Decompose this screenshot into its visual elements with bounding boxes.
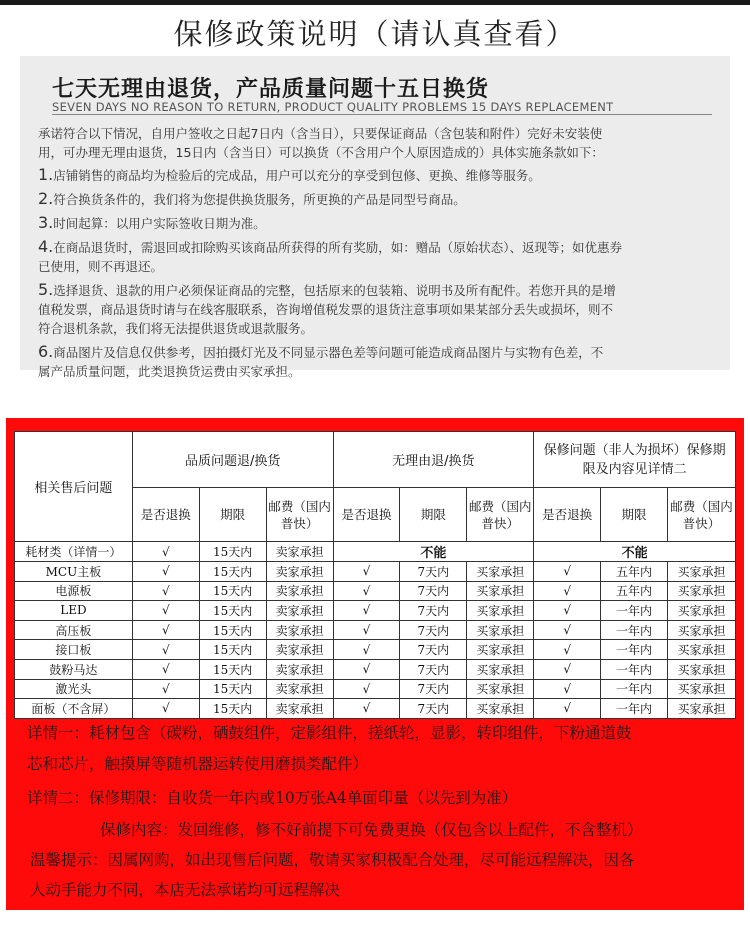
table-cell: 买家承担 <box>467 581 534 601</box>
table-cell: 一年内 <box>601 640 668 660</box>
policy-item-text: 商品图片及信息仅供参考，因拍摄灯光及不同显示器色差等问题可能造成商品图片与实物有色差，不 <box>53 345 604 360</box>
policy-item <box>38 237 716 276</box>
policy-item-text: 值税发票，商品退货时请与在线客服联系，咨询增值税发票的退货注意事项如果某部分丢失或损坏，则不 <box>38 302 614 317</box>
subheader-cell: 是否退换 <box>132 488 199 542</box>
intro-line: 承诺符合以下情况，自用户签收之日起7日内（含当日），只要保证商品（含包装和附件）完好未安装使 <box>38 126 603 141</box>
check-cell: √ <box>333 562 400 582</box>
table-body <box>15 542 736 719</box>
table-cell: 15天内 <box>199 562 266 582</box>
row-label: MCU主板 <box>15 562 133 582</box>
policy-body <box>38 124 716 385</box>
check-cell: √ <box>534 581 601 601</box>
group-header-quality: 品质问题退/换货 <box>132 432 333 488</box>
policy-items <box>38 165 716 381</box>
check-cell: √ <box>132 679 199 699</box>
row-label: 高压板 <box>15 620 133 640</box>
policy-item-number: 5. <box>38 280 54 299</box>
subheader-cell: 是否退换 <box>333 488 400 542</box>
check-cell: √ <box>534 620 601 640</box>
table-cell: 15天内 <box>199 640 266 660</box>
table-row <box>15 601 736 621</box>
row-label: 电源板 <box>15 581 133 601</box>
check-cell: √ <box>333 640 400 660</box>
table-row <box>15 679 736 699</box>
policy-item-text: 时间起算：以用户实际签收日期为准。 <box>53 216 266 231</box>
table-cell: 7天内 <box>400 659 467 679</box>
check-cell: √ <box>534 562 601 582</box>
tip-line: 人动手能力不同，本店无法承诺均可远程解决 <box>30 881 341 899</box>
row-label: LED <box>15 601 133 621</box>
table-cell: 15天内 <box>199 620 266 640</box>
subheader-cell: 邮费（国内普快） <box>266 488 333 542</box>
check-cell: √ <box>132 699 199 719</box>
table-cell: 7天内 <box>400 620 467 640</box>
page-title: 保修政策说明（请认真查看） <box>173 17 577 51</box>
table-cell: 卖家承担 <box>266 601 333 621</box>
policy-item <box>38 189 716 209</box>
table-cell: 买家承担 <box>467 620 534 640</box>
check-cell: √ <box>534 699 601 719</box>
detail1-line: 芯和芯片，触摸屏等随机器运转使用磨损类配件） <box>27 755 369 773</box>
table-cell: 7天内 <box>400 640 467 660</box>
row-label: 耗材类（详情一） <box>15 542 133 562</box>
policy-item-text: 已使用，则不再退还。 <box>38 259 164 274</box>
table-cell: 五年内 <box>601 562 668 582</box>
check-cell: √ <box>333 620 400 640</box>
row-label: 面板（不含屏） <box>15 699 133 719</box>
policy-item-text: 在商品退货时，需退回或扣除购买该商品所获得的所有奖励，如：赠品（原始状态）、返现等；如优惠券 <box>53 240 623 255</box>
table-cell: 一年内 <box>601 659 668 679</box>
policy-intro <box>38 124 716 162</box>
check-cell: √ <box>132 620 199 640</box>
table-cell: 卖家承担 <box>266 640 333 660</box>
check-cell: √ <box>534 640 601 660</box>
table-cell: 15天内 <box>199 581 266 601</box>
subheader-cell: 期限 <box>601 488 668 542</box>
check-cell: √ <box>132 640 199 660</box>
row-label: 鼓粉马达 <box>15 659 133 679</box>
policy-item <box>38 342 716 381</box>
table-cell: 15天内 <box>199 601 266 621</box>
tip-line: 温馨提示：因属网购，如出现售后问题，敬请买家积极配合处理，尽可能远程解决，因各 <box>30 851 635 869</box>
table-cell: 买家承担 <box>668 562 736 582</box>
detail1-line: 详情一：耗材包含（碳粉，硒鼓组件，定影组件，搓纸轮，显影，转印组件，下粉通道鼓 <box>27 724 632 742</box>
table-cell: 15天内 <box>199 659 266 679</box>
table-cell: 7天内 <box>400 581 467 601</box>
table-cell: 7天内 <box>400 679 467 699</box>
check-cell: √ <box>333 699 400 719</box>
table-cell: 买家承担 <box>668 601 736 621</box>
policy-item-number: 3. <box>38 213 54 232</box>
check-cell: √ <box>132 581 199 601</box>
table-cell: 卖家承担 <box>266 581 333 601</box>
merged-cell: 不能 <box>534 542 736 562</box>
policy-heading: 七天无理由退货，产品质量问题十五日换货 <box>52 77 490 102</box>
table-cell: 五年内 <box>601 581 668 601</box>
policy-item-text: 属产品质量问题，此类退换货运费由买家承担。 <box>38 364 301 379</box>
table-cell: 买家承担 <box>467 601 534 621</box>
table-cell: 卖家承担 <box>266 620 333 640</box>
detail2-line: 保修内容：发回维修，修不好前提下可免费更换（仅包含以上配件，不含整机） <box>100 821 643 839</box>
policy-item-number: 4. <box>38 237 54 256</box>
policy-item-number: 6. <box>38 342 54 361</box>
policy-item <box>38 165 716 185</box>
table-row <box>15 620 736 640</box>
table-cell: 一年内 <box>601 679 668 699</box>
table-row <box>15 542 736 562</box>
group-header-warranty: 保修问题（非人为损坏）保修期限及内容见详情二 <box>534 432 736 488</box>
table-cell: 卖家承担 <box>266 659 333 679</box>
check-cell: √ <box>132 562 199 582</box>
table-row <box>15 581 736 601</box>
check-cell: √ <box>333 679 400 699</box>
row-label: 激光头 <box>15 679 133 699</box>
subheader-cell: 邮费（国内普快） <box>668 488 736 542</box>
table-cell: 15天内 <box>199 679 266 699</box>
policy-item-number: 1. <box>38 165 54 184</box>
table-cell: 买家承担 <box>668 640 736 660</box>
table-cell: 15天内 <box>199 542 266 562</box>
table-cell: 7天内 <box>400 601 467 621</box>
table-cell: 一年内 <box>601 620 668 640</box>
after-sales-table <box>14 431 736 719</box>
check-cell: √ <box>534 659 601 679</box>
detail2-line: 详情二：保修期限：自收货一年内或10万张A4单面印量（以先到为准） <box>27 789 518 807</box>
divider <box>52 114 712 115</box>
policy-item-text: 符合退机条款，我们将无法提供退货或退款服务。 <box>38 321 314 336</box>
corner-header: 相关售后问题 <box>15 432 133 542</box>
group-header-no-reason: 无理由退/换货 <box>333 432 534 488</box>
top-border <box>0 0 750 5</box>
subheader-cell: 邮费（国内普快） <box>467 488 534 542</box>
check-cell: √ <box>132 542 199 562</box>
check-cell: √ <box>534 679 601 699</box>
check-cell: √ <box>132 659 199 679</box>
table-row <box>15 562 736 582</box>
table-cell: 卖家承担 <box>266 679 333 699</box>
policy-subheading: SEVEN DAYS NO REASON TO RETURN, PRODUCT QUALITY PROBLEMS 15 DAYS REPLACEMENT <box>52 100 614 114</box>
check-cell: √ <box>333 659 400 679</box>
merged-cell: 不能 <box>333 542 534 562</box>
subheader-cell: 期限 <box>199 488 266 542</box>
table-cell: 买家承担 <box>668 679 736 699</box>
policy-item <box>38 213 716 233</box>
table-cell: 买家承担 <box>668 620 736 640</box>
policy-item-text: 店铺销售的商品均为检验后的完成品，用户可以充分的享受到包修、更换、维修等服务。 <box>53 168 541 183</box>
table-row <box>15 699 736 719</box>
table-cell: 买家承担 <box>467 562 534 582</box>
subheader-cell: 期限 <box>400 488 467 542</box>
policy-item-text: 符合换货条件的，我们将为您提供换货服务，所更换的产品是同型号商品。 <box>53 192 466 207</box>
table-cell: 买家承担 <box>668 699 736 719</box>
policy-item <box>38 280 716 338</box>
policy-panel <box>20 56 730 379</box>
table-cell: 7天内 <box>400 699 467 719</box>
table-cell: 买家承担 <box>668 659 736 679</box>
table-cell: 卖家承担 <box>266 542 333 562</box>
policy-item-number: 2. <box>38 189 54 208</box>
intro-line: 用，可办理无理由退货，15日内（含当日）可以换货（不含用户个人原因造成的）具体实施条款如下： <box>38 145 604 160</box>
table-cell: 买家承担 <box>467 699 534 719</box>
table-row <box>15 659 736 679</box>
subheader-cell: 是否退换 <box>534 488 601 542</box>
table-cell: 7天内 <box>400 562 467 582</box>
table-cell: 卖家承担 <box>266 699 333 719</box>
table-cell: 一年内 <box>601 699 668 719</box>
check-cell: √ <box>333 581 400 601</box>
check-cell: √ <box>132 601 199 621</box>
row-label: 接口板 <box>15 640 133 660</box>
table-cell: 卖家承担 <box>266 562 333 582</box>
table-cell: 买家承担 <box>467 659 534 679</box>
policy-item-text: 选择退货、退款的用户必须保证商品的完整，包括原来的包装箱、说明书及所有配件。若您开具的是增 <box>53 283 616 298</box>
table-cell: 一年内 <box>601 601 668 621</box>
check-cell: √ <box>333 601 400 621</box>
table-cell: 买家承担 <box>668 581 736 601</box>
check-cell: √ <box>534 601 601 621</box>
table-cell: 买家承担 <box>467 679 534 699</box>
table-row <box>15 640 736 660</box>
table-cell: 15天内 <box>199 699 266 719</box>
table-cell: 买家承担 <box>467 640 534 660</box>
